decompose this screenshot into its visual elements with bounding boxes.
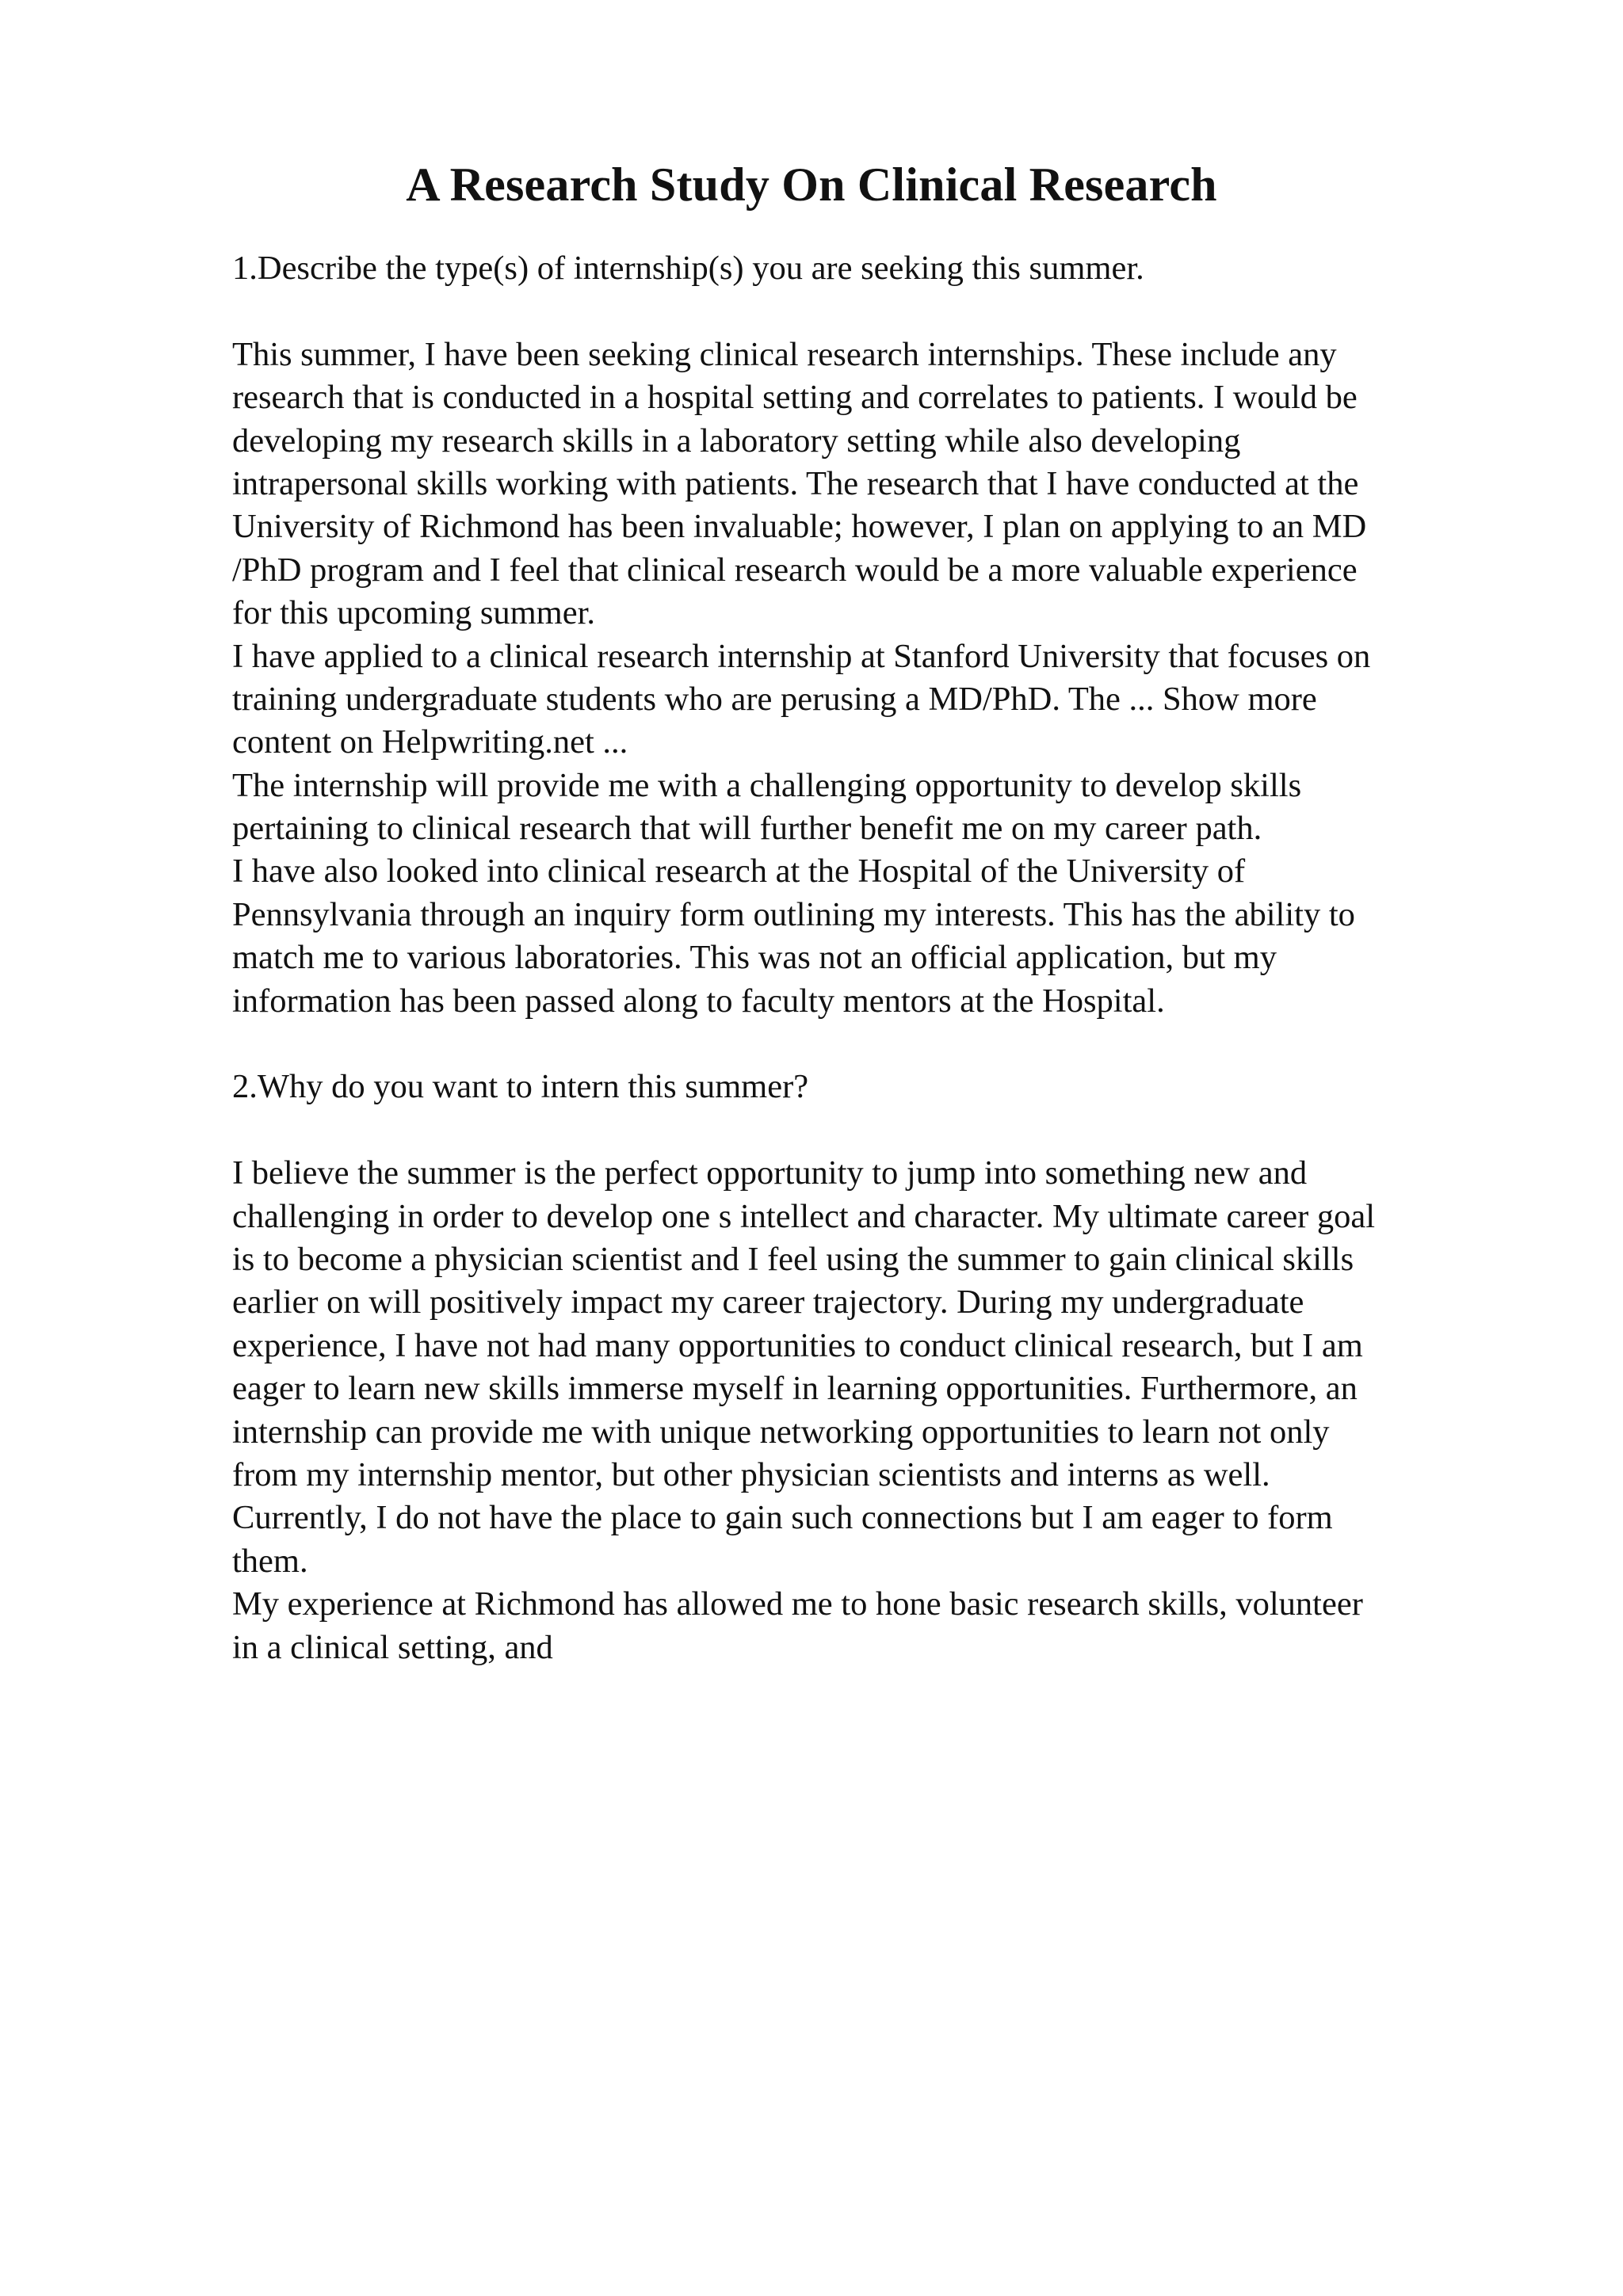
text-line: intrapersonal skills working with patients. The research that I have conducted at the bbox=[232, 464, 1359, 502]
text-line: I believe the summer is the perfect opportunity to jump into something new and bbox=[232, 1154, 1308, 1192]
text-line: challenging in order to develop one s intellect and character. My ultimate career goal bbox=[232, 1197, 1376, 1235]
text-line: content on Helpwriting.net ... bbox=[232, 723, 628, 761]
text-line: match me to various laboratories. This was not an official application, but my bbox=[232, 939, 1277, 977]
text-line: training undergraduate students who are perusing a MD/PhD. The ... Show more bbox=[232, 680, 1317, 718]
answer-2 bbox=[232, 1152, 1516, 1669]
answer-1 bbox=[232, 334, 1516, 1023]
text-line: for this upcoming summer. bbox=[232, 594, 596, 632]
text-line: information has been passed along to faculty mentors at the Hospital. bbox=[232, 982, 1165, 1020]
text-line: The internship will provide me with a challenging opportunity to develop skills bbox=[232, 766, 1302, 804]
text-line: in a clinical setting, and bbox=[232, 1628, 553, 1666]
question-line: 2.Why do you want to intern this summer? bbox=[232, 1068, 809, 1106]
text-line: Pennsylvania through an inquiry form outlining my interests. This has the ability to bbox=[232, 895, 1355, 933]
text-line: My experience at Richmond has allowed me to hone basic research skills, volunteer bbox=[232, 1585, 1363, 1623]
text-line: from my internship mentor, but other physician scientists and interns as well. bbox=[232, 1455, 1270, 1493]
question-2 bbox=[232, 1066, 1516, 1108]
text-line: internship can provide me with unique networking opportunities to learn not only bbox=[232, 1413, 1330, 1451]
paragraph-gap bbox=[232, 1023, 1516, 1066]
text-line: eager to learn new skills immerse myself in learning opportunities. Furthermore, an bbox=[232, 1370, 1358, 1408]
text-line: them. bbox=[232, 1542, 308, 1580]
text-line: I have applied to a clinical research internship at Stanford University that focuses on bbox=[232, 637, 1371, 675]
document-body bbox=[232, 247, 1516, 1669]
question-1 bbox=[232, 247, 1516, 290]
text-line: research that is conducted in a hospital setting and correlates to patients. I would be bbox=[232, 379, 1358, 417]
paragraph-gap bbox=[232, 290, 1516, 333]
text-line: earlier on will positively impact my career trajectory. During my undergraduate bbox=[232, 1283, 1304, 1322]
text-line: developing my research skills in a laboratory setting while also developing bbox=[232, 421, 1241, 460]
document-title: A Research Study On Clinical Research bbox=[406, 158, 1217, 211]
text-line: University of Richmond has been invaluable; however, I plan on applying to an MD bbox=[232, 508, 1367, 546]
text-line: pertaining to clinical research that will further benefit me on my career path. bbox=[232, 810, 1262, 848]
text-line: I have also looked into clinical research at the Hospital of the University of bbox=[232, 852, 1246, 891]
text-line: Currently, I do not have the place to gain such connections but I am eager to form bbox=[232, 1499, 1333, 1537]
text-line: is to become a physician scientist and I feel using the summer to gain clinical skills bbox=[232, 1240, 1354, 1278]
text-line: experience, I have not had many opportunities to conduct clinical research, but I am bbox=[232, 1326, 1363, 1364]
text-line: This summer, I have been seeking clinical research internships. These include any bbox=[232, 335, 1337, 373]
paragraph-gap bbox=[232, 1109, 1516, 1152]
question-line: 1.Describe the type(s) of internship(s) you are seeking this summer. bbox=[232, 250, 1144, 287]
text-line: /PhD program and I feel that clinical research would be a more valuable experience bbox=[232, 551, 1358, 589]
